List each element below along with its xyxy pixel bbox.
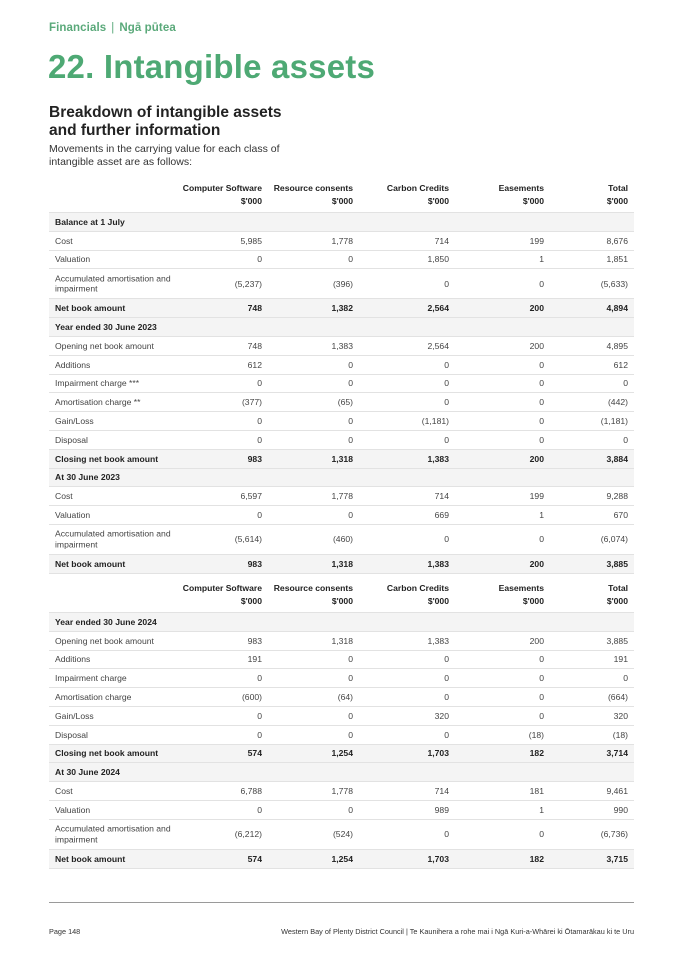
table-bottom-rule xyxy=(49,573,634,574)
column-name: Easements xyxy=(498,583,544,593)
table-cell: 1,254 xyxy=(331,853,353,864)
table-cell: 1,318 xyxy=(331,635,353,646)
table-cell: 1,254 xyxy=(331,748,353,759)
row-label: Valuation xyxy=(55,804,91,815)
table-cell: (524) xyxy=(332,829,353,840)
table-cell: (18) xyxy=(612,729,628,740)
column-unit: $'000 xyxy=(240,596,262,606)
column-name: Carbon Credits xyxy=(386,183,449,193)
table-cell: 199 xyxy=(529,235,544,246)
table-cell: 181 xyxy=(529,786,544,797)
table-cell: 0 xyxy=(539,359,544,370)
breadcrumb-nga-putea: Ngā pūtea xyxy=(119,22,176,34)
column-unit: $'000 xyxy=(240,196,262,206)
row-label: Cost xyxy=(55,491,73,501)
table-cell: 1,703 xyxy=(427,748,449,759)
column-header xyxy=(183,182,262,208)
table-row xyxy=(49,392,634,411)
table-cell: 3,884 xyxy=(606,453,628,464)
table-cell: 2,564 xyxy=(427,303,449,314)
table-cell: (600) xyxy=(241,692,262,703)
row-label: Additions xyxy=(55,654,91,665)
table-cell: (1,181) xyxy=(600,416,628,427)
table-cell: 0 xyxy=(348,359,353,370)
table-cell: 0 xyxy=(539,829,544,840)
row-label: Closing net book amount xyxy=(55,748,159,759)
column-name: Total xyxy=(608,583,628,593)
column-unit: $'000 xyxy=(522,596,544,606)
row-label: Year ended 30 June 2023 xyxy=(55,321,157,332)
table-cell: 0 xyxy=(539,278,544,289)
table-cell: 0 xyxy=(257,434,262,445)
intro-text: Movements in the carrying value for each class of intangible asset are as follows: xyxy=(49,143,280,168)
table-row xyxy=(49,762,634,781)
table-row xyxy=(49,819,634,849)
table-cell: 0 xyxy=(444,278,449,289)
table-row xyxy=(49,355,634,374)
table-cell: 0 xyxy=(348,434,353,445)
table-cell: (18) xyxy=(528,729,544,740)
table-cell: 3,885 xyxy=(606,558,628,569)
table-cell: 199 xyxy=(529,491,544,502)
table-row xyxy=(49,231,634,250)
table-cell: 3,714 xyxy=(606,748,628,759)
table-cell: 670 xyxy=(613,510,628,521)
table-cell: 748 xyxy=(247,340,262,351)
page-title: 22. Intangible assets xyxy=(48,48,375,85)
table-row xyxy=(49,612,634,631)
table-cell: 1 xyxy=(539,510,544,521)
column-header xyxy=(183,582,262,608)
row-label: Amortisation charge xyxy=(55,691,132,702)
table-cell: 191 xyxy=(613,654,628,665)
table-cell: 200 xyxy=(529,558,544,569)
intangible-assets-table-2024 xyxy=(49,582,634,869)
row-label: Accumulated amortisation and impairment xyxy=(55,823,171,845)
table-cell: 3,885 xyxy=(606,635,628,646)
table-cell: 1,318 xyxy=(331,453,353,464)
table-cell: 0 xyxy=(539,673,544,684)
table-cell: 5,985 xyxy=(240,235,262,246)
table-row xyxy=(49,336,634,355)
table-row xyxy=(49,468,634,487)
table-cell: 1,851 xyxy=(606,254,628,265)
column-name: Total xyxy=(608,183,628,193)
table-cell: 0 xyxy=(257,254,262,265)
table-row xyxy=(49,524,634,554)
table-row xyxy=(49,744,634,763)
table-cell: 612 xyxy=(247,359,262,370)
column-header xyxy=(499,582,544,608)
table-cell: (442) xyxy=(607,397,628,408)
column-name: Resource consents xyxy=(273,583,353,593)
column-header xyxy=(274,182,353,208)
table-cell: 990 xyxy=(613,804,628,815)
table-cell: 714 xyxy=(434,786,449,797)
table-row xyxy=(49,212,634,231)
table-cell: 714 xyxy=(434,235,449,246)
table-cell: 574 xyxy=(247,748,262,759)
table-row xyxy=(49,250,634,269)
table-cell: 983 xyxy=(247,558,262,569)
table-cell: 0 xyxy=(348,510,353,521)
table-cell: 669 xyxy=(434,510,449,521)
table-cell: 0 xyxy=(348,654,353,665)
table-bottom-rule xyxy=(49,868,634,869)
row-label: Net book amount xyxy=(55,558,126,569)
column-unit: $'000 xyxy=(606,596,628,606)
table-cell: 200 xyxy=(529,340,544,351)
table-row xyxy=(49,298,634,317)
table-cell: (664) xyxy=(607,692,628,703)
table-row xyxy=(49,668,634,687)
row-label: Balance at 1 July xyxy=(55,216,125,227)
table-row xyxy=(49,268,634,298)
column-header xyxy=(274,582,353,608)
column-unit: $'000 xyxy=(427,196,449,206)
table-header xyxy=(49,182,634,212)
table-cell: 1,850 xyxy=(427,254,449,265)
row-label: Valuation xyxy=(55,254,91,265)
table-cell: 3,715 xyxy=(606,853,628,864)
table-row xyxy=(49,725,634,744)
table-cell: (5,237) xyxy=(234,278,262,289)
row-label: Accumulated amortisation and impairment xyxy=(55,273,171,294)
row-label: Impairment charge xyxy=(55,673,127,684)
table-cell: 0 xyxy=(257,729,262,740)
table-cell: (460) xyxy=(332,534,353,545)
table-cell: 0 xyxy=(444,378,449,389)
breadcrumb-financials: Financials xyxy=(49,22,107,34)
table-cell: 1,778 xyxy=(331,491,353,502)
table-row xyxy=(49,374,634,393)
table-cell: 0 xyxy=(257,804,262,815)
table-cell: 0 xyxy=(348,710,353,721)
column-unit: $'000 xyxy=(427,596,449,606)
row-label: Additions xyxy=(55,359,91,370)
table-cell: 1,383 xyxy=(331,340,353,351)
table-cell: 9,461 xyxy=(606,786,628,797)
table-cell: 714 xyxy=(434,491,449,502)
breadcrumb xyxy=(49,22,176,34)
table-cell: 6,788 xyxy=(240,786,262,797)
footer-page-number: Page 148 xyxy=(49,927,81,936)
table-cell: 1,383 xyxy=(427,558,449,569)
table-cell: 1,703 xyxy=(427,853,449,864)
column-unit: $'000 xyxy=(331,596,353,606)
table-cell: 182 xyxy=(529,853,544,864)
footer-divider xyxy=(49,902,634,903)
column-name: Easements xyxy=(498,183,544,193)
table-cell: 0 xyxy=(257,416,262,427)
table-cell: (5,633) xyxy=(600,278,628,289)
column-unit: $'000 xyxy=(606,196,628,206)
column-header xyxy=(607,182,628,208)
table-cell: 0 xyxy=(257,673,262,684)
table-cell: 0 xyxy=(348,729,353,740)
table-row xyxy=(49,317,634,336)
table-cell: 612 xyxy=(613,359,628,370)
row-label: Closing net book amount xyxy=(55,453,159,464)
row-label: Impairment charge *** xyxy=(55,378,140,389)
table-cell: 0 xyxy=(444,397,449,408)
intangible-assets-table-2023 xyxy=(49,182,634,574)
row-label: Gain/Loss xyxy=(55,710,94,721)
table-body xyxy=(49,212,634,574)
table-cell: 0 xyxy=(444,359,449,370)
table-cell: (6,212) xyxy=(234,829,262,840)
table-cell: (64) xyxy=(337,692,353,703)
table-cell: 0 xyxy=(257,378,262,389)
table-row xyxy=(49,449,634,468)
table-cell: 191 xyxy=(247,654,262,665)
column-header xyxy=(607,582,628,608)
table-cell: 0 xyxy=(623,434,628,445)
table-row xyxy=(49,554,634,573)
column-header xyxy=(387,582,449,608)
row-label: Opening net book amount xyxy=(55,635,154,646)
table-cell: 0 xyxy=(348,673,353,684)
table-cell: 0 xyxy=(539,654,544,665)
table-cell: 1,778 xyxy=(331,786,353,797)
table-cell: 1 xyxy=(539,254,544,265)
table-row xyxy=(49,650,634,669)
table-cell: 320 xyxy=(613,710,628,721)
table-cell: 0 xyxy=(444,729,449,740)
row-label: Valuation xyxy=(55,509,91,520)
table-row xyxy=(49,430,634,449)
table-cell: 200 xyxy=(529,453,544,464)
table-cell: 0 xyxy=(348,416,353,427)
table-cell: 0 xyxy=(444,434,449,445)
table-cell: 983 xyxy=(247,453,262,464)
row-label: Accumulated amortisation and impairment xyxy=(55,528,171,550)
table-cell: 0 xyxy=(348,378,353,389)
table-cell: 200 xyxy=(529,635,544,646)
table-row xyxy=(49,505,634,524)
table-cell: 8,676 xyxy=(606,235,628,246)
table-cell: (6,074) xyxy=(600,534,628,545)
table-cell: 0 xyxy=(623,673,628,684)
table-body xyxy=(49,612,634,869)
table-cell: 0 xyxy=(348,804,353,815)
table-cell: 1,382 xyxy=(331,303,353,314)
table-cell: (1,181) xyxy=(421,416,449,427)
row-label: Net book amount xyxy=(55,303,126,314)
table-cell: 983 xyxy=(247,635,262,646)
table-cell: 4,895 xyxy=(606,340,628,351)
section-title: Breakdown of intangible assets and further information xyxy=(49,104,282,139)
table-cell: 9,288 xyxy=(606,491,628,502)
table-cell: (377) xyxy=(241,397,262,408)
table-cell: 0 xyxy=(444,692,449,703)
footer-organisation: Western Bay of Plenty District Council | Te Kaunihera a rohe mai i Ngā Kuri-a-Whārei ki Ōtamarākau ki te Uru xyxy=(281,927,634,936)
table-cell: (5,614) xyxy=(234,534,262,545)
table-cell: 4,894 xyxy=(606,303,628,314)
column-name: Computer Software xyxy=(182,583,262,593)
table-cell: 0 xyxy=(348,254,353,265)
row-label: Disposal xyxy=(55,434,88,445)
row-label: Disposal xyxy=(55,729,88,740)
table-row xyxy=(49,687,634,706)
row-label: At 30 June 2024 xyxy=(55,767,120,778)
row-label: At 30 June 2023 xyxy=(55,472,120,483)
table-cell: 320 xyxy=(434,710,449,721)
column-header xyxy=(387,182,449,208)
table-cell: 0 xyxy=(444,829,449,840)
table-cell: 0 xyxy=(623,378,628,389)
table-header xyxy=(49,582,634,612)
table-cell: 0 xyxy=(539,378,544,389)
column-name: Computer Software xyxy=(182,183,262,193)
table-cell: 989 xyxy=(434,804,449,815)
table-cell: 0 xyxy=(444,673,449,684)
row-label: Amortisation charge ** xyxy=(55,397,141,408)
table-row xyxy=(49,631,634,650)
table-cell: (65) xyxy=(337,397,353,408)
column-unit: $'000 xyxy=(331,196,353,206)
table-cell: 1,318 xyxy=(331,558,353,569)
row-label: Cost xyxy=(55,235,73,246)
table-cell: 6,597 xyxy=(240,491,262,502)
table-cell: 748 xyxy=(247,303,262,314)
table-row xyxy=(49,849,634,868)
table-cell: 0 xyxy=(539,397,544,408)
table-cell: 0 xyxy=(539,534,544,545)
table-cell: 0 xyxy=(257,710,262,721)
table-row xyxy=(49,411,634,430)
table-cell: 0 xyxy=(444,534,449,545)
row-label: Net book amount xyxy=(55,853,126,864)
table-row xyxy=(49,800,634,819)
table-cell: 0 xyxy=(539,710,544,721)
table-row xyxy=(49,781,634,800)
row-label: Year ended 30 June 2024 xyxy=(55,616,157,627)
row-label: Gain/Loss xyxy=(55,415,94,426)
table-cell: (6,736) xyxy=(600,829,628,840)
table-cell: 1,383 xyxy=(427,635,449,646)
table-cell: 0 xyxy=(257,510,262,521)
table-row xyxy=(49,706,634,725)
row-label: Opening net book amount xyxy=(55,340,154,351)
table-cell: 200 xyxy=(529,303,544,314)
table-cell: 1,383 xyxy=(427,453,449,464)
table-cell: 1,778 xyxy=(331,235,353,246)
breadcrumb-separator: | xyxy=(111,22,115,34)
table-cell: 1 xyxy=(539,804,544,815)
table-row xyxy=(49,486,634,505)
column-name: Resource consents xyxy=(273,183,353,193)
column-name: Carbon Credits xyxy=(386,583,449,593)
table-cell: 0 xyxy=(539,692,544,703)
table-cell: 0 xyxy=(444,654,449,665)
row-label: Cost xyxy=(55,785,73,796)
table-cell: 0 xyxy=(539,434,544,445)
table-cell: 574 xyxy=(247,853,262,864)
column-header xyxy=(499,182,544,208)
table-cell: (396) xyxy=(332,278,353,289)
column-unit: $'000 xyxy=(522,196,544,206)
table-cell: 0 xyxy=(539,416,544,427)
table-cell: 182 xyxy=(529,748,544,759)
table-cell: 2,564 xyxy=(427,340,449,351)
